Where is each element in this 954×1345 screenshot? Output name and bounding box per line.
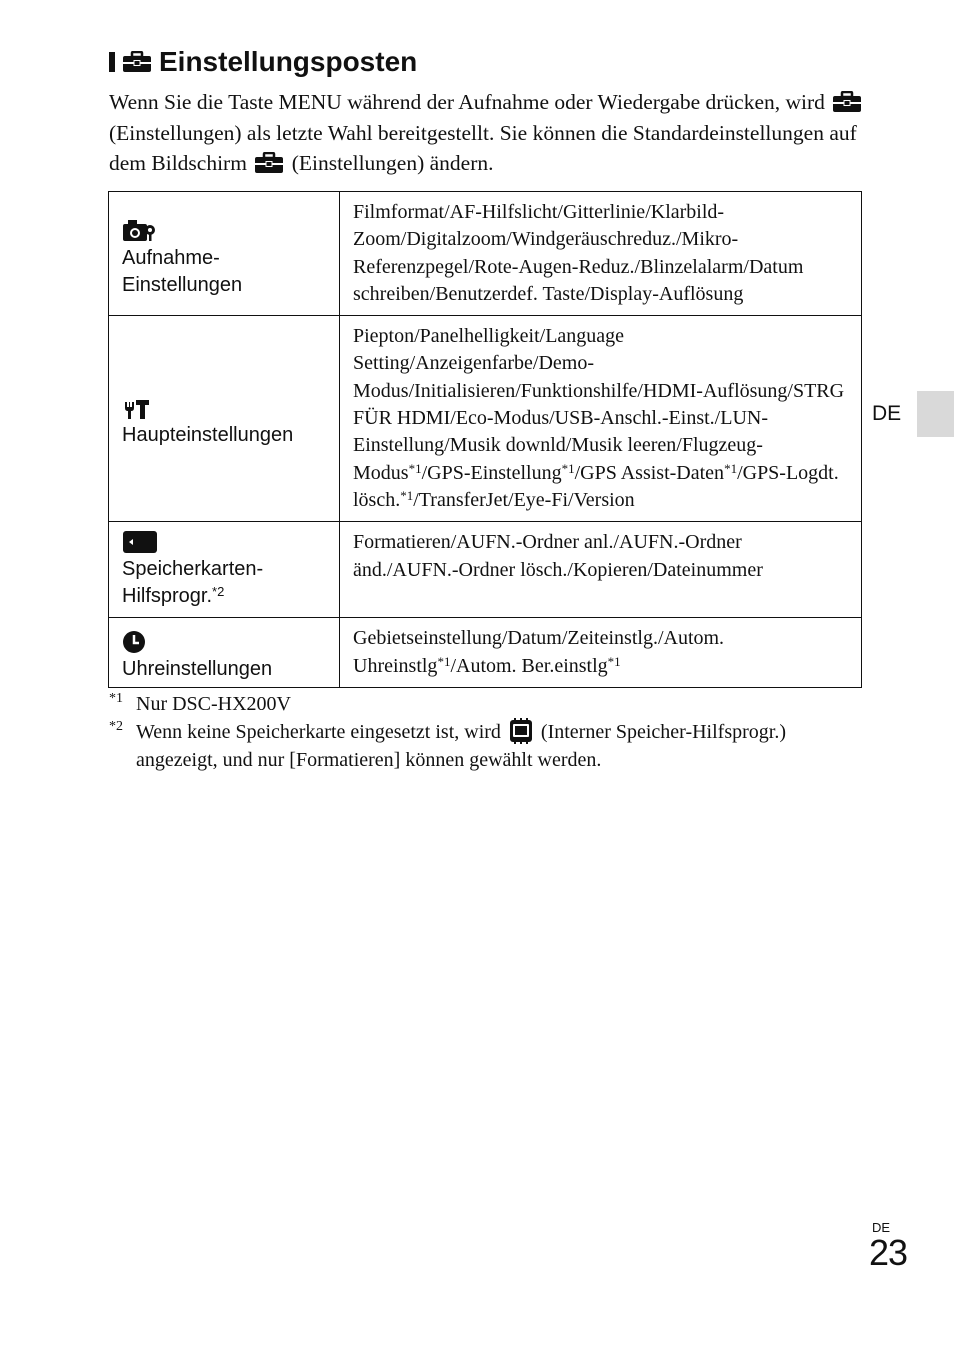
language-side-tab xyxy=(917,391,954,437)
category-label: Speicherkarten-Hilfsprogr. xyxy=(122,558,264,608)
toolbox-icon xyxy=(122,51,152,73)
footnote-ref: *2 xyxy=(212,584,225,600)
footnote-text xyxy=(136,718,869,774)
toolbox-icon xyxy=(832,91,862,113)
footnote xyxy=(109,690,869,718)
category-label: Uhreinstellungen xyxy=(122,658,273,681)
intro-text-3: (Einstellungen) ändern. xyxy=(291,151,494,175)
category-cell xyxy=(109,316,340,522)
items-text: Formatieren/AUFN.-Ordner anl./AUFN.-Ordner änd./AUFN.-Ordner lösch./Kopieren/Dateinummer xyxy=(353,531,763,581)
toolbox-icon xyxy=(254,152,284,174)
page-title: Einstellungsposten xyxy=(159,46,418,77)
category-label: Haupteinstellungen xyxy=(122,424,294,447)
footnote-text-a: Wenn keine Speicherkarte eingesetzt ist, wird xyxy=(136,721,501,743)
camera-settings-icon xyxy=(122,219,156,243)
footnote-ref: *1 xyxy=(607,653,621,669)
intro-text-1: Wenn Sie die Taste MENU während der Aufnahme oder Wiedergabe drücken, wird xyxy=(109,90,825,114)
language-label: DE xyxy=(872,402,902,425)
items-cell xyxy=(340,522,862,618)
footnote-mark: *2 xyxy=(109,719,123,734)
items-text: Filmformat/AF-Hilfslicht/Gitterlinie/Klarbild-Zoom/Digitalzoom/Windgeräuschreduz./Mikro-Referenzpegel/Rote-Augen-Reduz./Blinzelalarm/Datum schreiben/Benutzerdef. Taste/Display-Auflösung xyxy=(353,201,804,305)
footnote-ref: *1 xyxy=(724,460,738,476)
tools-icon xyxy=(122,398,150,420)
footnote-mark: *1 xyxy=(109,691,123,706)
table-row xyxy=(109,192,862,316)
footnote-text: Nur DSC-HX200V xyxy=(136,693,291,715)
internal-memory-icon xyxy=(508,718,534,744)
heading-bar xyxy=(109,52,115,72)
page-number: 23 xyxy=(869,1232,908,1273)
items-text: /GPS-Logdt. lösch. xyxy=(353,461,839,511)
footnote-text-b: (Interner Speicher-Hilfsprogr.) angezeigt, und nur [Formatieren] können gewählt werden. xyxy=(136,721,786,771)
category-cell xyxy=(109,618,340,688)
items-text: /TransferJet/Eye-Fi/Version xyxy=(413,488,635,511)
page-language: DE xyxy=(872,1220,891,1235)
intro-text-2: (Einstellungen) als letzte Wahl bereitgestellt. Sie können die Standardeinstellungen auf dem Bildschirm xyxy=(109,120,857,175)
items-text: /Autom. Ber.einstlg xyxy=(450,654,608,677)
items-cell xyxy=(340,316,862,522)
category-cell xyxy=(109,522,340,618)
category-label: Aufnahme-Einstellungen xyxy=(122,246,243,296)
footnote-ref: *1 xyxy=(400,487,414,503)
footnote-ref: *1 xyxy=(561,460,575,476)
footnotes xyxy=(109,690,869,774)
footnote-ref: *1 xyxy=(408,460,422,476)
settings-table xyxy=(108,191,862,688)
category-cell xyxy=(109,192,340,316)
items-text: Gebietseinstellung/Datum/Zeiteinstlg./Autom. Uhreinstlg xyxy=(353,627,725,677)
items-text: /GPS Assist-Daten xyxy=(574,461,725,484)
table-row xyxy=(109,522,862,618)
clock-icon xyxy=(122,630,148,654)
section-heading xyxy=(109,46,417,78)
intro-paragraph xyxy=(109,87,869,179)
items-cell xyxy=(340,192,862,316)
items-text: /GPS-Einstellung xyxy=(421,461,562,484)
footnote-ref: *1 xyxy=(437,653,451,669)
items-text: Piepton/Panelhelligkeit/Language Setting/Anzeigenfarbe/Demo-Modus/Initialisieren/Funktionshilfe/HDMI-Auflösung/STRG FÜR HDMI/Eco-Modus/USB-Anschl.-Einst./LUN-Einstellung/Musik downld/Musik leeren/Flugzeug-Modus xyxy=(353,325,845,484)
table-row xyxy=(109,618,862,688)
items-cell xyxy=(340,618,862,688)
footnote xyxy=(109,718,869,774)
table-row xyxy=(109,316,862,522)
memory-card-icon xyxy=(122,530,158,554)
